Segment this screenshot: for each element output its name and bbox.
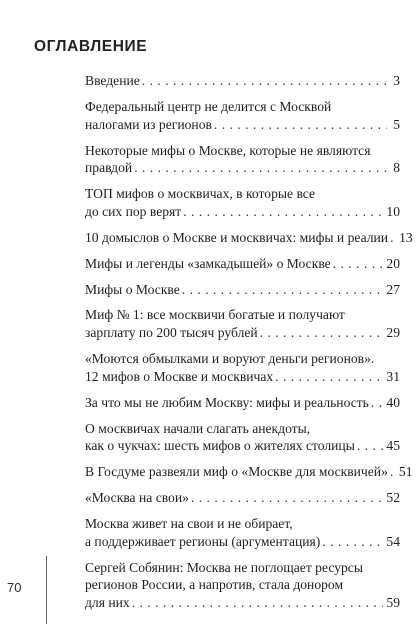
toc-entry-title-line: для них: [85, 595, 130, 611]
page-number: 70: [7, 580, 22, 595]
toc-entry-title-line: правдой: [85, 160, 133, 176]
toc-entry-title-line: Федеральный центр не делится с Москвой: [85, 98, 332, 114]
dot-leader: [214, 116, 387, 134]
toc-entry-title-line: «Москва на свои»: [85, 490, 189, 505]
toc-entry-title-line: 12 мифов о Москве и москвичах: [85, 368, 274, 384]
toc-entry-page-number: 20: [386, 255, 400, 271]
toc-heading: ОГЛАВЛЕНИЕ: [34, 38, 148, 55]
toc-entry-page-number: 27: [386, 281, 400, 297]
toc-entry-title-line: Москва живет на свои и не обирает,: [85, 515, 293, 531]
dot-leader: [142, 72, 387, 90]
toc-entry-page-number: 8: [393, 160, 400, 176]
toc-entry-page-number: 10: [386, 204, 400, 220]
toc-entry-title-line: налогами из регионов: [85, 116, 212, 132]
dot-leader: [333, 255, 384, 273]
toc-entry-page-number: 52: [386, 490, 400, 505]
toc-entry-title-line: как о чукчах: шесть мифов о жителях столицы: [85, 438, 355, 454]
dot-leader: [371, 394, 384, 412]
dot-leader: [183, 203, 383, 221]
toc-entry-title-line: Сергей Собянин: Москва не поглощает ресурсы: [85, 559, 363, 575]
toc-entry-title-line: Мифы и легенды «замкадышей» о Москве: [85, 255, 331, 271]
toc-entry-page-number: 5: [393, 116, 400, 132]
toc-entry-title-line: зарплату по 200 тысяч рублей: [85, 325, 258, 341]
toc-entry-title-line: Миф № 1: все москвичи богатые и получают: [85, 307, 345, 323]
dot-leader: [191, 489, 383, 507]
dot-leader: [322, 533, 383, 551]
dot-leader: [275, 368, 383, 386]
toc-entry-page-number: 51: [398, 464, 413, 480]
dot-leader: [134, 159, 387, 177]
toc-entry-page-number: 54: [386, 533, 400, 549]
toc-entry-title-line: регионов России, а напротив, стала донором: [85, 577, 344, 593]
toc-entry-title-line: За что мы не любим Москву: мифы и реальность: [85, 394, 369, 410]
margin-rule: [46, 556, 47, 624]
dot-leader: [260, 324, 384, 342]
toc-entry-title-line: до сих пор верят: [85, 204, 182, 220]
toc-entry-page-number: 13: [399, 229, 413, 245]
toc-entry-page-number: 3: [393, 73, 400, 88]
toc-entry-title-line: О москвичах начали слагать анекдоты,: [85, 420, 311, 436]
toc-entry-title-line: 10 домыслов о Москве и москвичах: мифы и реалии: [85, 229, 389, 245]
toc-entry-page-number: 29: [386, 325, 400, 341]
toc-entry-title-line: а поддерживает регионы (аргументация): [85, 533, 321, 549]
toc-entry-page-number: 45: [386, 438, 400, 454]
toc-entry-title-line: ТОП мифов о москвичах, в которые все: [85, 186, 316, 202]
dot-leader: [132, 594, 384, 612]
toc-entry-page-number: 31: [386, 368, 400, 384]
toc-entry-page-number: 59: [386, 595, 400, 611]
toc-entry-title-line: В Госдуме развеяли миф о «Москве для москвичей»: [85, 464, 388, 480]
toc-entry-title-line: Введение: [85, 73, 140, 88]
dot-leader: [357, 437, 384, 455]
toc-entry-page-number: 40: [386, 394, 400, 410]
toc-entry-title-line: «Моются обмылками и воруют деньги регионов».: [85, 351, 375, 366]
toc-entry-title-line: Мифы о Москве: [85, 281, 180, 297]
toc-entry-title-line: Некоторые мифы о Москве, которые не являются: [85, 142, 371, 158]
dot-leader: [182, 281, 384, 299]
